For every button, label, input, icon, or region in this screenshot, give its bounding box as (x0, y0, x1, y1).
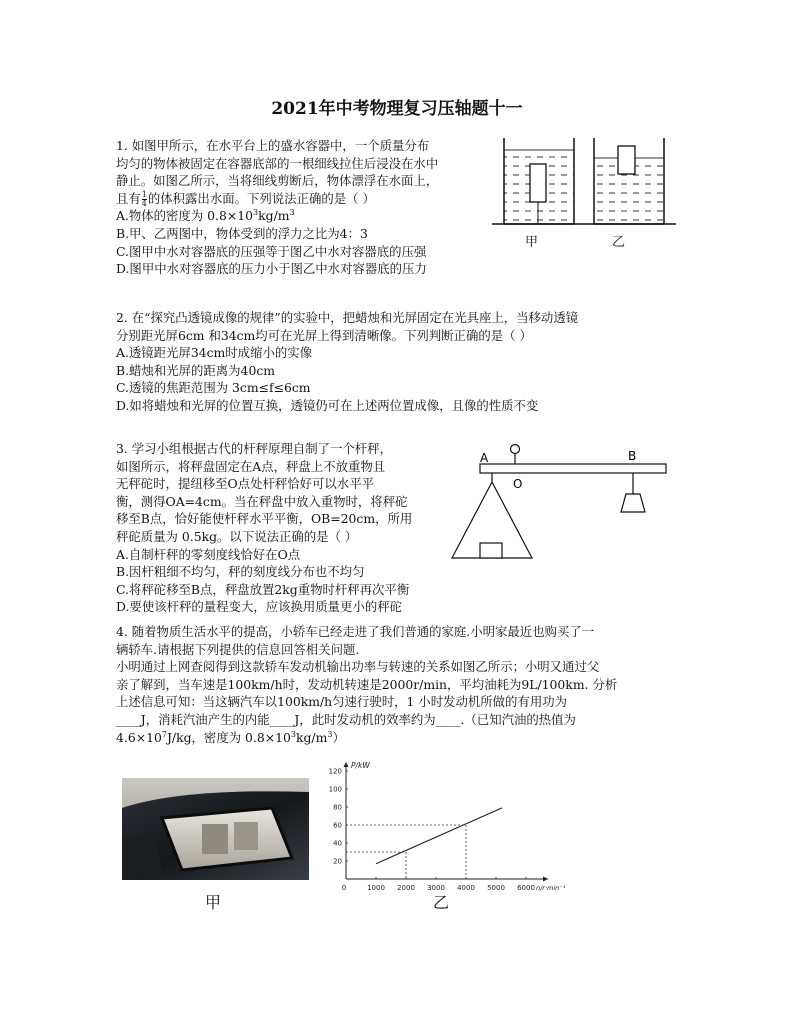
y-tick-label: 100 (328, 785, 342, 794)
q2-line: 分别距光屏6cm 和34cm均可在光屏上得到清晰像。下列判断正确的是（ ） (116, 327, 532, 343)
question-3 (116, 440, 412, 616)
x-tick-label: 0 (341, 884, 347, 892)
power-speed-chart (328, 758, 580, 892)
q4-line-last: $4.6\times 10^7J/kg$，密度为 $0.8\times 10^3kg/m^3$） (116, 729, 345, 745)
q3-line: 移至B点，恰好能使杆秤水平平衡，OB=20cm，所用 (116, 511, 413, 527)
q1-line: 1. 如图甲所示，在水平台上的盛水容器中，一个质量分布 (116, 138, 430, 153)
q4-line: 亲了解到，当车速是100km/h时，发动机转速是2000r/min，平均油耗为9L/100km. 分析 (116, 676, 618, 692)
container-jia (504, 138, 574, 224)
photo-label-jia: 甲 (205, 893, 222, 912)
y-axis-label: P/kW (351, 761, 370, 770)
q2-option-b: B.蜡烛和光屏的距离为40cm (116, 362, 276, 378)
q2-option-d: D.如将蜡烛和光屏的位置互换，透镜仍可在上述两位置成像，且像的性质不变 (116, 397, 539, 413)
q3-line: 秤砣质量为 0.5kg。以下说法正确的是（ ） (116, 528, 358, 544)
q3-option-d: D.要使该杆秤的量程变大，应该换用质量更小的秤砣 (116, 599, 403, 615)
q4-line: ____J，消耗汽油产生的内能____J，此时发动机的效率约为____.（已知汽油的热值为 (116, 711, 576, 727)
label-o: O (513, 477, 523, 491)
power-speed-line (376, 808, 502, 864)
q4-line: 辆轿车.请根据下列提供的信息回答相关问题. (116, 641, 360, 657)
q3-figure-steelyard (440, 438, 680, 568)
q1-line: 静止。如图乙所示，当将细线剪断后，物体漂浮在水面上， (116, 173, 439, 189)
q3-line: 无秤砣时，提纽移至O点处杆秤恰好可以水平平 (116, 476, 374, 492)
q3-line: 如图所示，将秤盘固定在A点，秤盘上不放重物且 (116, 458, 386, 474)
q1-option-c: C.图甲中水对容器底的压强等于图乙中水对容器底的压强 (116, 243, 427, 259)
q3-line: 衡，测得OA=4cm。当在秤盘中放入重物时，将秤砣 (116, 493, 408, 509)
question-1 (116, 137, 438, 278)
q1-option-d: D.图甲中水对容器底的压力小于图乙中水对容器底的压力 (116, 261, 427, 277)
q2-line: 2. 在“探究凸透镜成像的规律”的实验中，把蜡烛和光屏固定在光具座上，当移动透镜 (116, 310, 579, 325)
lifting-knob (511, 445, 520, 454)
question-2 (116, 309, 578, 415)
q1-line: 均匀的物体被固定在容器底部的一根细线拉住后浸没在水中 (116, 155, 439, 171)
car-sunroof-photo (122, 778, 309, 880)
chart-label-yi: 乙 (433, 893, 450, 912)
weight-object (480, 543, 502, 558)
q3-option-b: B.因杆粗细不均匀，秤的刻度线分布也不均匀 (116, 564, 365, 580)
label-b: B (628, 449, 637, 463)
q1-figure-containers (488, 134, 688, 254)
label-a: A (480, 451, 489, 465)
x-axis-label: n/r·min⁻¹ (536, 884, 566, 892)
counterweight (621, 494, 645, 512)
q1-line-with-fraction: 且有 $\frac{1}{4}$ 的体积露出水面。下列说法正确的是（ ） (116, 189, 375, 208)
q2-option-c: C.透镜的焦距范围为 3cm≤f≤6cm (116, 380, 311, 396)
x-tick-label: 2000 (397, 884, 415, 892)
q4-line: 4. 随着物质生活水平的提高，小轿车已经走进了我们普通的家庭.小明家最近也购买了一 (116, 624, 595, 639)
q3-line: 3. 学习小组根据古代的杆秤原理自制了一个杆秤， (116, 441, 392, 456)
fig-label-jia: 甲 (525, 235, 539, 250)
y-tick-label: 120 (328, 767, 342, 776)
q3-option-c: C.将秤砣移至B点，秤盘放置2kg重物时杆秤再次平衡 (116, 581, 410, 597)
y-tick-label: 20 (333, 857, 342, 866)
q2-option-a: A.透镜距光屏34cm时成缩小的实像 (116, 345, 313, 361)
q4-line: 小明通过上网查阅得到这款轿车发动机输出功率与转速的关系如图乙所示；小明又通过父 (116, 659, 600, 675)
steelyard-beam (480, 464, 666, 473)
container-yi (594, 138, 664, 224)
x-tick-label: 4000 (457, 884, 475, 892)
x-tick-label: 3000 (427, 884, 445, 892)
y-tick-label: 60 (333, 821, 342, 830)
question-4 (116, 623, 617, 746)
y-tick-label: 40 (333, 839, 342, 848)
y-tick-label: 80 (333, 803, 342, 812)
car-sunroof-image (122, 778, 309, 880)
x-tick-label: 5000 (487, 884, 505, 892)
x-axis-arrow (543, 877, 548, 882)
q1-option-b: B.甲、乙两图中，物体受到的浮力之比为4：3 (116, 225, 368, 241)
q3-option-a: A.自制杆秤的零刻度线恰好在O点 (116, 546, 301, 562)
x-tick-label: 6000 (517, 884, 535, 892)
x-tick-label: 1000 (367, 884, 385, 892)
fig-label-yi: 乙 (612, 235, 626, 250)
q1-option-a: A.物体的密度为 $0.8\times 10^3kg/m^3$ (116, 208, 295, 224)
fraction: $\frac{1}{4}$ (141, 189, 147, 208)
y-axis-arrow (344, 762, 349, 767)
page-title: 2021年中考物理复习压轴题十一 (271, 99, 523, 119)
q4-line: 上述信息可知：当这辆汽车以100km/h匀速行驶时，1 小时发动机所做的有用功为 (116, 694, 567, 710)
